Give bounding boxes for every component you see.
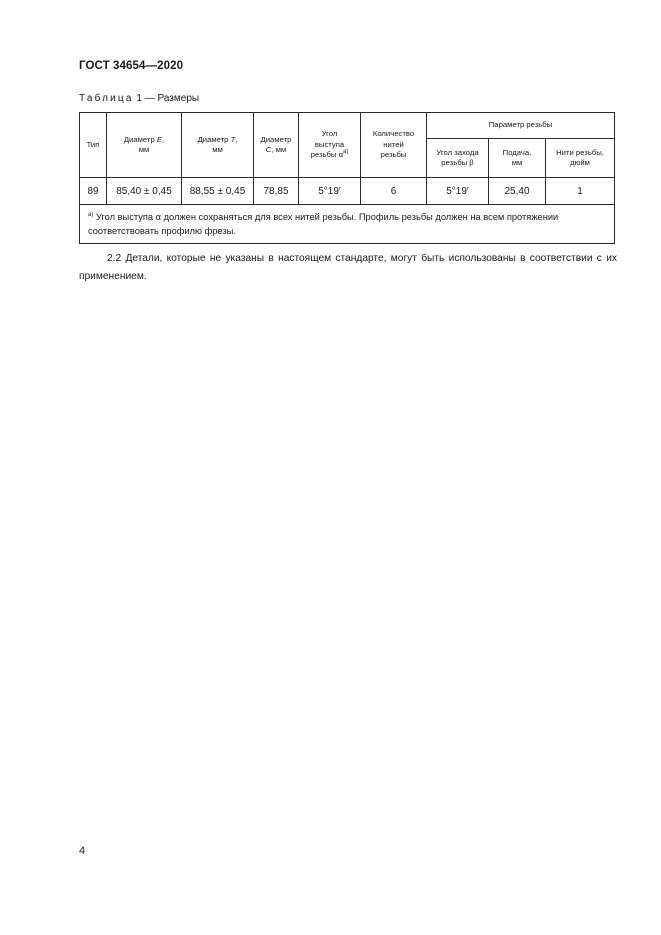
footnote-text: Угол выступа α должен сохраняться для всех нитей резьбы. Профиль резьбы должен на всем протяжении соответствовать профилю фрезы. xyxy=(88,211,559,236)
footnote-marker: а) xyxy=(88,211,94,218)
cell-diameter-e: 85,40 ± 0,45 xyxy=(107,178,182,205)
header-diameter-c: Диаметр C, мм xyxy=(254,113,299,178)
header-type: Тип xyxy=(80,113,107,178)
header-feed: Подача, мм xyxy=(489,139,546,178)
table-caption-title: — Размеры xyxy=(144,93,200,104)
header-thread-param: Параметр резьбы xyxy=(427,113,615,139)
page-number: 4 xyxy=(79,845,86,857)
cell-tpi: 1 xyxy=(546,178,615,205)
table-caption-label: Таблица xyxy=(79,93,134,104)
paragraph-2-2: 2.2 Детали, которые не указаны в настоящем стандарте, могут быть использованы в соответствии с их применением. xyxy=(79,253,617,282)
table-caption-number: 1 xyxy=(136,93,142,104)
cell-type: 89 xyxy=(80,178,107,205)
header-thread-count: Количество нитей резьбы xyxy=(361,113,427,178)
header-diameter-t: Диаметр T, мм xyxy=(182,113,254,178)
footnote-ref: а) xyxy=(343,149,349,156)
header-tpi: Нити резьбы, дюйм xyxy=(546,139,615,178)
cell-diameter-c: 78,85 xyxy=(254,178,299,205)
cell-angle: 5°19′ xyxy=(299,178,361,205)
table-row xyxy=(80,178,615,205)
dimensions-table xyxy=(79,112,615,244)
header-angle: Угол выступа резьбы $\alpha^{а)}$ xyxy=(299,113,361,178)
standard-id: ГОСТ 34654—2020 xyxy=(79,60,184,72)
cell-thread-count: 6 xyxy=(361,178,427,205)
cell-feed: 25,40 xyxy=(489,178,546,205)
header-entry-angle: Угол захода резьбы β xyxy=(427,139,489,178)
cell-entry-angle: 5°19′ xyxy=(427,178,489,205)
header-diameter-e: Диаметр E, мм xyxy=(107,113,182,178)
table-caption xyxy=(79,93,199,104)
table-footnote xyxy=(80,205,615,244)
cell-diameter-t: 88,55 ± 0,45 xyxy=(182,178,254,205)
